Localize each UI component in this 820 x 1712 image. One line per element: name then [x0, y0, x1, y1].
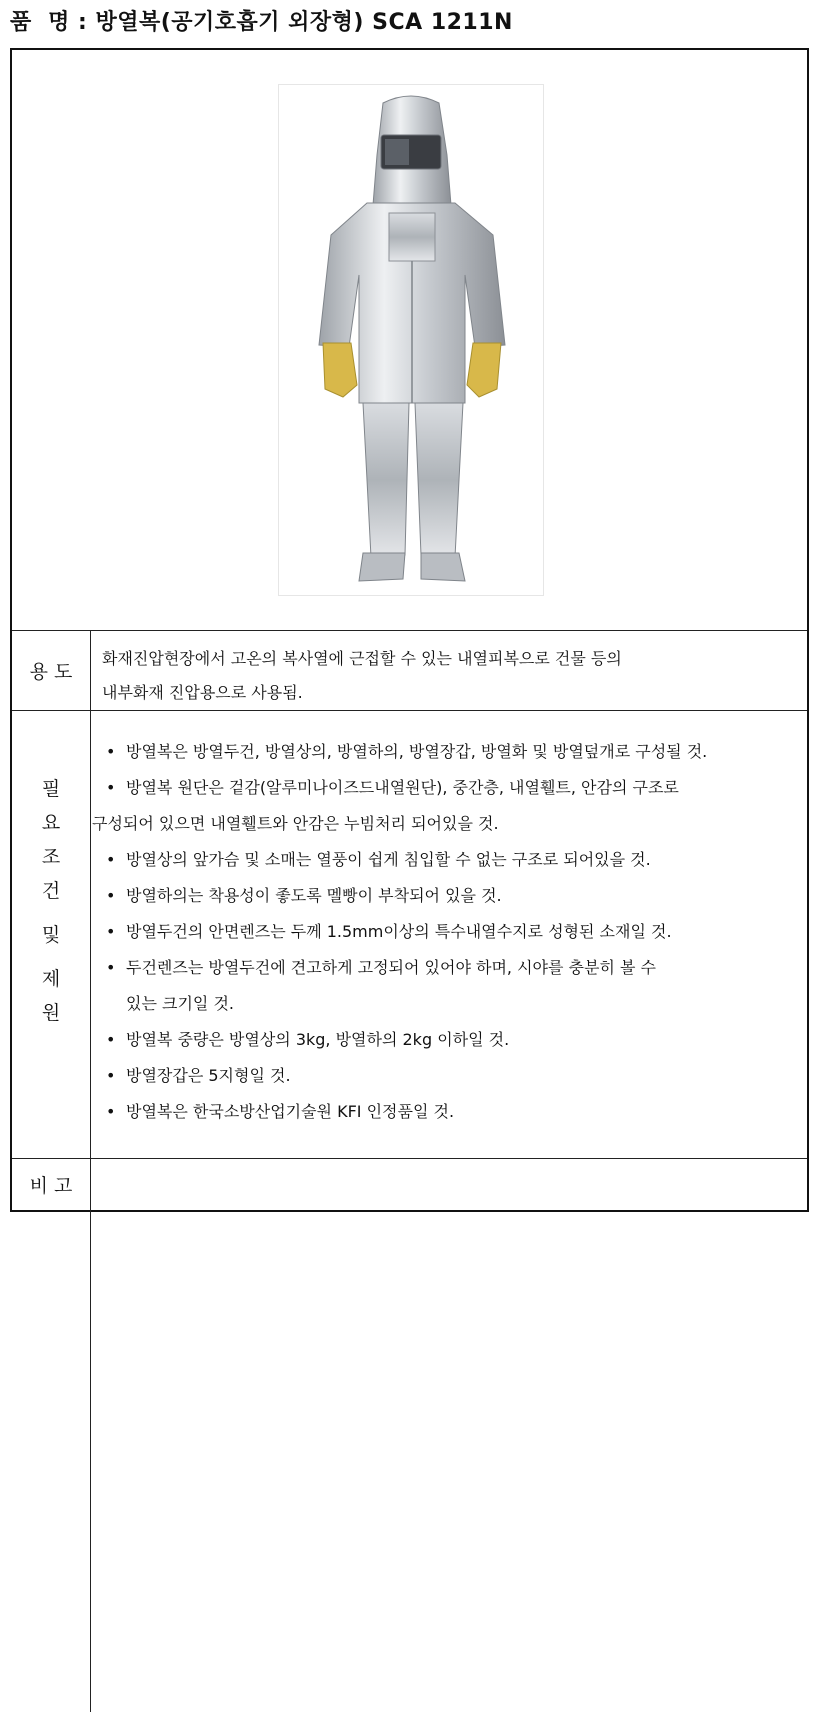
requirement-item [92, 842, 806, 878]
requirement-text: 방열복은 방열두건, 방열상의, 방열하의, 방열장갑, 방열화 및 방열덮개로 구성될 것. [126, 742, 708, 761]
row-divider [12, 630, 807, 631]
row-divider [12, 710, 807, 711]
product-photo [278, 84, 544, 596]
requirements-label-char: 조 [41, 846, 61, 868]
requirement-text: 방열장갑은 5지형일 것. [126, 1066, 291, 1085]
requirement-item [92, 878, 806, 914]
bullet: • [106, 850, 116, 869]
requirements-label-char: 요 [41, 812, 61, 834]
usage-label: 용 도 [29, 660, 73, 683]
requirement-item [92, 1094, 806, 1130]
requirement-continuation [92, 806, 806, 842]
remarks-label: 비 고 [29, 1174, 73, 1197]
bullet: • [106, 1066, 116, 1085]
requirement-text: 방열복은 한국소방산업기술원 KFI 인정품일 것. [126, 1102, 455, 1121]
requirements-label [12, 780, 90, 1038]
requirements-label-char: 및 [41, 924, 61, 946]
requirements-label-char: 필 [41, 778, 61, 800]
requirement-text: 두건렌즈는 방열두건에 견고하게 고정되어 있어야 하며, 시야를 충분히 볼 수 [126, 958, 656, 977]
requirement-text: 구성되어 있으면 내열휄트와 안감은 누빔처리 되어있을 것. [92, 814, 499, 833]
requirements-label-char: 건 [41, 880, 61, 902]
requirement-item [92, 1058, 806, 1094]
spec-table [10, 48, 809, 1212]
requirement-text: 있는 크기일 것. [126, 994, 234, 1013]
requirement-text: 방열상의 앞가슴 및 소매는 열풍이 쉽게 침입할 수 없는 구조로 되어있을 것. [126, 850, 651, 869]
document-title: 품 명 : 방열복(공기호흡기 외장형) SCA 1211N [10, 10, 513, 35]
bullet: • [106, 958, 116, 977]
row-divider [12, 1158, 807, 1159]
column-divider [90, 630, 91, 1712]
requirements-label-char: 제 [41, 968, 61, 990]
bullet: • [106, 1030, 116, 1049]
requirement-item [92, 1022, 806, 1058]
requirement-text: 방열복 중량은 방열상의 3kg, 방열하의 2kg 이하일 것. [126, 1030, 510, 1049]
usage-line: 화재진압현장에서 고온의 복사열에 근접할 수 있는 내열피복으로 건물 등의 [102, 649, 622, 668]
bullet: • [106, 922, 116, 941]
requirement-item [92, 914, 806, 950]
usage-text [102, 642, 802, 710]
requirement-item [92, 950, 806, 986]
requirement-item [92, 734, 806, 770]
requirements-list [92, 734, 806, 1130]
bullet: • [106, 742, 116, 761]
heat-protective-suit-icon [279, 85, 543, 595]
usage-line: 내부화재 진압용으로 사용됨. [102, 683, 303, 702]
requirements-label-char: 원 [41, 1002, 61, 1024]
bullet: • [106, 778, 116, 797]
requirement-item [92, 770, 806, 806]
bullet: • [106, 886, 116, 905]
bullet: • [106, 1102, 116, 1121]
requirement-text: 방열복 원단은 겉감(알루미나이즈드내열원단), 중간층, 내열휄트, 안감의 구조로 [126, 778, 679, 797]
requirement-continuation [92, 986, 806, 1022]
requirement-text: 방열두건의 안면렌즈는 두께 1.5mm이상의 특수내열수지로 성형된 소재일 것. [126, 922, 672, 941]
requirement-text: 방열하의는 착용성이 좋도록 멜빵이 부착되어 있을 것. [126, 886, 502, 905]
